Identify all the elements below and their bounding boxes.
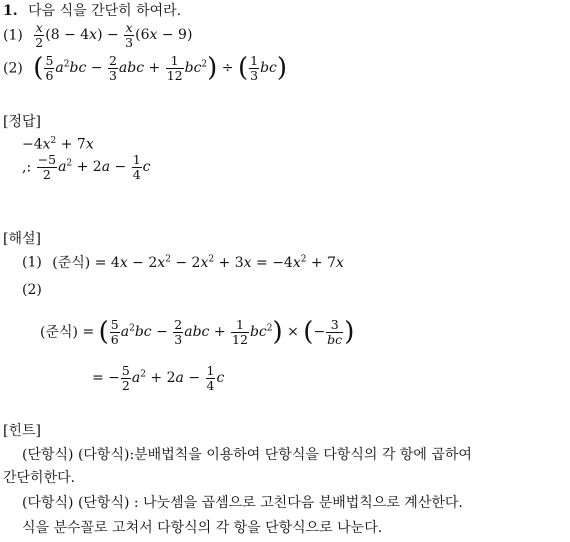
answer-line-1: $-4x^2 + 7x$ [22,136,94,153]
hint-line-4: 식을 분수꼴로 고쳐서 다항식의 각 항을 단항식으로 나눈다. [22,520,383,536]
problem-heading [3,4,181,18]
problem-instruction: 다음 식을 간단히 하여라. [28,3,182,19]
answer-line-2: ,: $\frac{-5}{2}$ $a^2 + 2a$ − $\frac{1}{4}$ c [22,152,151,182]
solution-header: [해설] [3,231,41,247]
hint-line-2: 간단히한다. [3,470,76,486]
problem-item-1-label: (1) [3,27,23,44]
problem-item-1 [3,21,192,50]
solution-item-1-expr: = $4x - 2x^2 - 2x^2 + 3x = -4x^2 + 7x$ [94,254,344,271]
solution-item-2-line-1: (준식) = ( $\frac{5}{6}$ $a^2bc$ − $\frac{2}{3}$ abc + $\frac{1}{12}$ $bc^2$) × (− $\frac{3}{bc}$ ) [40,317,355,348]
hint-header: [힌트] [3,423,41,439]
problem-item-2-label: (2) [3,60,23,77]
solution-item-2-line-2: = − $\frac{5}{2}$ $a^2 + 2a$ − $\frac{1}{4}$ c [92,363,225,393]
problem-item-2 [3,54,287,83]
hint-line-1: (단항식) (다항식):분배법칙을 이용하여 단항식을 다항식의 각 항에 곱하여 [22,447,472,463]
solution-item-1-label: (1) [22,254,42,271]
solution-item-2-paren: (준식) [40,324,78,341]
problem-item-2-expr: ( $\frac{5}{6}$ $a^2bc$ − $\frac{2}{3}$ abc + $\frac{1}{12}$ $bc^2$) ÷ ( $\frac{1}{3}$ bc) [33,53,288,84]
solution-item-1 [22,255,344,270]
solution-item-1-paren: (준식) [52,254,91,271]
problem-number: 1. [3,3,18,19]
hint-line-3: (다항식) (단항식) : 나눗셈을 곱셈으로 고친다음 분배법칙으로 계산한다. [22,495,463,511]
solution-item-2-label: (2) [22,282,42,298]
answer-header: [정답] [3,114,41,130]
problem-item-1-expr: $\frac{x}{2}$ (8 − 4x) − $\frac{x}{3}$ (6x − 9) [35,20,193,50]
